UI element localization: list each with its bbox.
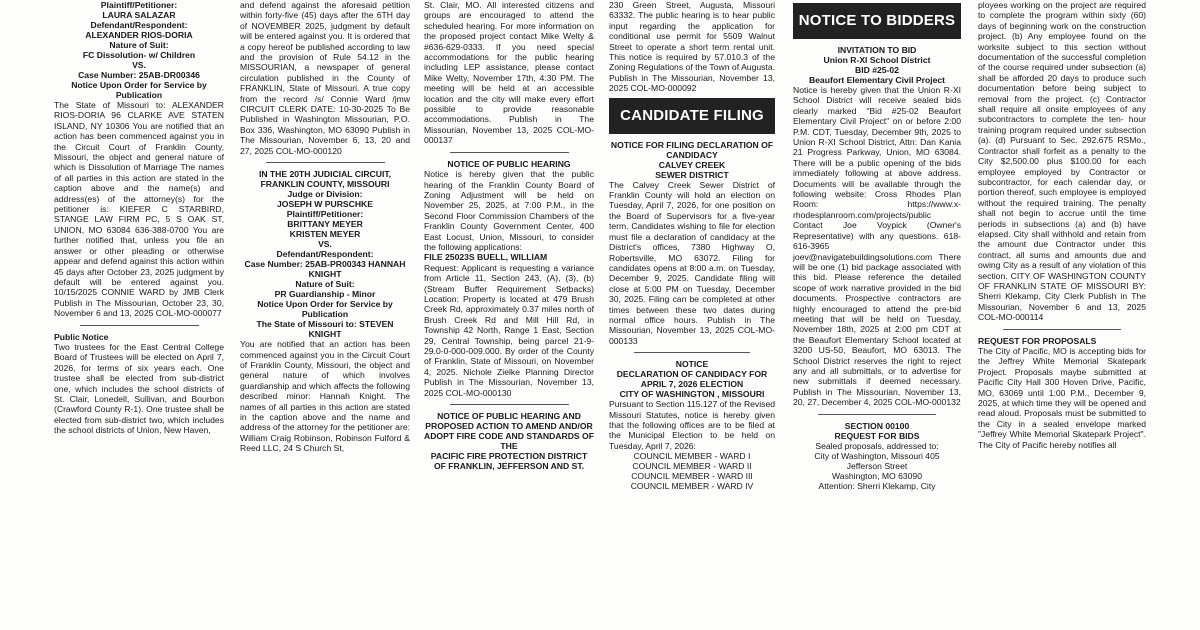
invitation-to-bid-header: [793, 45, 961, 85]
caption-line: BRITTANY MEYER: [287, 219, 363, 230]
candidate-filing-banner: CANDIDATE FILING: [609, 98, 775, 134]
rfp-title: REQUEST FOR PROPOSALS: [978, 335, 1097, 346]
header-line: Beaufort Elementary Civil Project: [808, 75, 946, 85]
header-line: REQUEST FOR BIDS: [834, 430, 920, 441]
case-caption-salazar: [54, 0, 224, 100]
divider: [1003, 329, 1121, 330]
divider: [450, 152, 569, 153]
file-number: FILE 25023S BUELL, WILLIAM: [424, 252, 548, 263]
column-4: [609, 0, 775, 630]
caption-line: LAURA SALAZAR: [102, 10, 176, 20]
divider: [818, 414, 936, 415]
caption-line: KRISTEN MEYER: [289, 229, 361, 240]
caption-line: Plaintiff/Petitioner:: [286, 209, 364, 220]
case-caption-meyer: [240, 169, 410, 339]
public-notice-title: Public Notice: [54, 331, 109, 342]
hearing-continued-text: St. Clair, MO. All interested citizens and groups are encouraged to attend the scheduled hearing. For more information on the proposed project contact Mike Welty & #636-629-0333. If you need special accommodations for the public hearing including LEP assistance, please contact Mike Welty, November 17th, 4:30 PM. The meeting will be held at an accessible location and the city will make every effort possible to provide reasonable accommodations. Publish in The Missourian, November 13, 2025 COL-MO-000137: [424, 0, 594, 146]
header-line: BID #25-02: [855, 65, 899, 75]
column-6: [978, 0, 1146, 630]
rfp-body: The City of Pacific, MO is accepting bids for the Jeffrey White Memorial Skatepark Project. Proposals maybe submitted at Pacific City Hall 300 Hoven Drive, Pacific, MO, 63069 until 1:00 P.M., December 9, 2025, at which time they will be opened and read aloud. Proposals must be submitted to the City in a sealed envelope marked "Jeffrey White Memorial Skatepark Project". The City of Pacific hereby notifies all: [978, 346, 1146, 450]
header-line: CALVEY CREEK: [658, 159, 726, 170]
header-line: SECTION 00100: [844, 420, 910, 431]
caption-line: Notice Upon Order for Service by Publication: [71, 80, 207, 100]
calvey-creek-header: [609, 140, 775, 180]
header-line: Union R-XI School District: [823, 55, 931, 65]
caption-line: Defendant/Respondent:: [276, 249, 374, 260]
washington-declaration-body: Pursuant to Section 115.127 of the Revised Missouri Statutes, notice is hereby given that the following offices are to be filed at the Municipal Election to be held on Tuesday, April 7, 2026:: [609, 399, 775, 451]
divider: [634, 352, 750, 353]
caption-line: VS.: [318, 239, 332, 250]
header-line: INVITATION TO BID: [837, 45, 917, 55]
address-line: Sealed proposals, addressed to:: [815, 440, 939, 451]
header-line: SEWER DISTRICT: [655, 169, 729, 180]
caption-line: The State of Missouri to: STEVEN KNIGHT: [256, 319, 394, 340]
fire-code-hearing-header: [424, 411, 594, 471]
caption-line: Notice Upon Order for Service by Publication: [257, 299, 393, 320]
header-line: PACIFIC FIRE PROTECTION DISTRICT: [430, 451, 588, 462]
column-3: [424, 0, 594, 630]
address-line: Jefferson Street: [846, 460, 908, 471]
offices-list: [609, 451, 775, 491]
header-line: CITY OF WASHINGTON , MISSOURI: [619, 389, 765, 400]
caption-line: Plaintiff/Petitioner:: [100, 0, 178, 10]
caption-line: Nature of Suit:: [295, 279, 355, 290]
header-line: DECLARATION OF CANDIDACY FOR APRIL 7, 2026 ELECTION: [616, 369, 768, 390]
invitation-to-bid-body: Notice is hereby given that the Union R-XI School District will receive sealed bids clearly marked "Bid #25-02 Beaufort Elementary Civil Project" on or before 2:00 P.M. CDT, Tuesday, December 9th, 2025 to Union R-XI School District, Attn: Dan Kania 21 Progress Parkway, Union, MO 63084. There will be a public opening of the bids immediately following at above address. Documents will be available through the following website: Cross Rhodes Plan Room: https://www.x-rhodesplanroom.com/projects/public Contact Joe Voypick (Owner's Representative) with any questions. 618-616-3965 joev@navigatebuildingsolutions.com There will be one (1) bid package associated with this bid. Please reference the detailed scope of work narrative provided in the bid documents. Prospective contractors are highly encouraged to attend the pre-bid meeting that will be held on Tuesday, November 18th, 2025 at 2:00 pm CDT at the Beaufort Elementary School located at 3200 US-50, Beaufort, MO 63013. The School District reserves the right to reject any and all submittals, or to advertise for new submittals if deemed necessary. Publish in The Missourian, November 13, 20, 27, December 4, 2025 COL-MO-000132: [793, 85, 961, 408]
caption-line: Case Number: 25AB-DR00346: [78, 70, 200, 80]
file-body: Request: Applicant is requesting a variance from Article 11, Section 243, (A), (3), (b) (Stream Buffer Requirement Setbacks) Location: Property is located at 479 Brush Creek Rd, approximately 0.37 miles north of Brush Creek Rd and Mill Hill Rd, in Township 42 North, Range 1 East, Section 29, Central Township, being parcel 21-9-29.0-0-000-009.000. By order of the County of Franklin, State of Missouri, on November 4, 2025. Nichole Zielke Planning Director Publish in The Missourian, November 13, 2025 COL-MO-000130: [424, 262, 594, 398]
notice-body-salazar: The State of Missouri to: ALEXANDER RIOS-DORIA 96 CLARKE AVE STATEN ISLAND, NY 10306 You are notified that an action has been commenced against you in the Circuit Court of Franklin County, Missouri, the object and general nature of which is Dissolution of Marriage The names of all parties in this action are stated in the caption above and the name(s) and address(es) of the attorney(s) for the petitioner is: KIEFER C STARBIRD, STANGE LAW FIRM PC, 5 S OAK ST, UNION, MO 63084 636-388-0700 You are further notified that, unless you file an answer or other pleading or otherwise appear and defend against this action within 45 days after October 23, 2025 judgment by default will be entered against you. 10/15/2025 CONNIE WARD by JMB Clerk Publish in The Missourian, October 23, 30, November 6 and 13, 2025 COL-MO-000077: [54, 100, 224, 319]
caption-line: ALEXANDER RIOS-DORIA: [85, 30, 193, 40]
caption-line: IN THE 20TH JUDICIAL CIRCUIT, FRANKLIN COUNTY, MISSOURI: [258, 169, 392, 190]
header-line: OF FRANKLIN, JEFFERSON AND ST.: [433, 461, 585, 472]
public-hearing-title: NOTICE OF PUBLIC HEARING: [447, 158, 571, 169]
notice-continued-text: and defend against the aforesaid petition within forty-five (45) days after the 6TH day of NOVEMBER 2025, judgment by default will be entered against you. It is ordered that a copy hereof be published according to law and the provision of Rule 54.12 in the MISSOURIAN, a newspaper of general circulation published in the County of FRANKLIN, State of Missouri. A true copy from the record /s/ Connie Ward /jmw CIRCUIT CLERK DATE: 10-30-2025 To Be Published in Washington Missourian, P.O. Box 336, Washington, MO 63090 Publish in The Missourian, November 6, 13, 20 and 27, 2025 COL-MO-000120: [240, 0, 410, 156]
public-hearing-body: Notice is hereby given that the public hearing of the Franklin County Board of Zoning Adjustment will be held on November 25, 2025, at 7:00 P.M., in the Second Floor Commission Chambers of the Franklin County Government Center, 400 East Locust, Union, Missouri, to consider the following applications:: [424, 169, 594, 252]
section-00100-body: [793, 441, 961, 491]
divider: [450, 404, 569, 405]
divider: [266, 162, 385, 163]
caption-line: JOSEPH W PURSCHKE: [277, 199, 373, 210]
office-item: COUNCIL MEMBER - WARD II: [632, 461, 752, 472]
address-line: Washington, MO 63090: [832, 470, 922, 481]
office-item: COUNCIL MEMBER - WARD III: [631, 471, 753, 482]
divider: [80, 325, 199, 326]
calvey-creek-body: The Calvey Creek Sewer District of Franklin County will hold an election on Tuesday, April 7, 2026, for one position on the Board of Supervisors for a five-year term. Candidates wishing to file for election must file a declaration of candidacy at the District's offices, 7380 Highway O, Robertsville, MO 63072. Filing for candidates opens at 8:00 a.m. on Tuesday, December 9, 2025. Candidate filing will close at 5:00 PM on Tuesday, December 30, 2025. Filing can be completed at other times between these two dates during normal office hours. Publish in The Missourian, November 13, 2025 COL-MO-000133: [609, 179, 775, 346]
section-00100-header: [793, 421, 961, 441]
augusta-hearing-text: 230 Green Street, Augusta, Missouri 63332. The public hearing is to hear public input regarding the application for conditional use permit for 5509 Walnut Street to operate a short term rental unit. This notice is required by 57.010.3 of the Zoning Regulations of the Town of Augusta. Publish in The Missourian, November 13, 2025 COL-MO-000092: [609, 0, 775, 94]
caption-line: PR Guardianship - Minor: [274, 289, 376, 300]
header-line: NOTICE FOR FILING DECLARATION OF CANDIDACY: [610, 139, 774, 160]
caption-line: Nature of Suit:: [109, 40, 169, 50]
column-5: [793, 0, 961, 630]
washington-declaration-header: [609, 359, 775, 399]
office-item: COUNCIL MEMBER - WARD I: [633, 451, 751, 462]
caption-line: Defendant/Respondent:: [90, 20, 188, 30]
contract-training-text: ployees working on the project are required to complete the program within sixty (60) days of beginning work on the construction project. (b) Any employee found on the worksite subject to this section without documentation of the successful completion of the course required under subsection (a) shall be afforded 20 days to produce such documentation before being subject to removal from the project. (c) Contractor shall require all onsite employees of any subcontractors to complete the ten- hour training program required under subsection (a). (d) Pursuant to Sec. 292.675 RSMo., Contractor shall forfeit as a penalty to the City $2,500.00 plus $100.00 for each employee employed by Contractor or subcontractor, for each calendar day, or portion thereof, such employee is employed without the required training. The penalty shall not begin to accrue until the time periods in subsections (a) and (b) have elapsed. City shall withhold and retain from the amount due Contractor under this contract, all sums and amounts due and owing City as a result of any violation of this section. CITY OF WASHINGTON COUNTY OF FRANKLIN STATE OF MISSOURI BY: Sherri Klekamp, City Clerk Publish in The Missourian, November 6 and 13, 2025 COL-MO-000114: [978, 0, 1146, 323]
address-line: City of Washington, Missouri 405: [814, 450, 940, 461]
address-line: Attention: Sherri Klekamp, City: [818, 480, 936, 491]
header-line: NOTICE: [675, 359, 709, 370]
header-line: NOTICE OF PUBLIC HEARING AND PROPOSED ACTION TO AMEND AND/OR ADOPT FIRE CODE AND STANDARDS OF THE: [424, 411, 594, 452]
notice-body-meyer: You are notified that an action has been commenced against you in the Circuit Court of Franklin County, Missouri, the object and general nature of which involves guardianship and which affects the following described minor: Hannah Knight. The names of all parties in this action are stated in the caption above and the name and address of the attorney for the petitioner are: William Craig Robinson, Robinson Fulford & Reed LLC, 24 S Church St,: [240, 339, 410, 454]
public-notice-body: Two trustees for the East Central College Board of Trustees will be elected on April 7, 2026, for terms of six years each. One trustee shall be elected from sub-district one, which includes the school districts of St. Clair, Lonedell, Sullivan, and Bourbon (Crawford County R-1). One trustee shall be elected from sub-district two, which includes the school districts of Union, New Haven,: [54, 341, 224, 436]
column-1: [54, 0, 224, 630]
caption-line: Judge or Division:: [287, 189, 363, 200]
office-item: COUNCIL MEMBER - WARD IV: [630, 481, 754, 492]
caption-line: Case Number: 25AB-PR00343 HANNAH KNIGHT: [244, 259, 406, 280]
caption-line: FC Dissolution- w/ Children: [82, 50, 196, 60]
notice-to-bidders-banner: NOTICE TO BIDDERS: [793, 3, 961, 39]
column-2: [240, 0, 410, 630]
caption-line: VS.: [132, 60, 146, 70]
